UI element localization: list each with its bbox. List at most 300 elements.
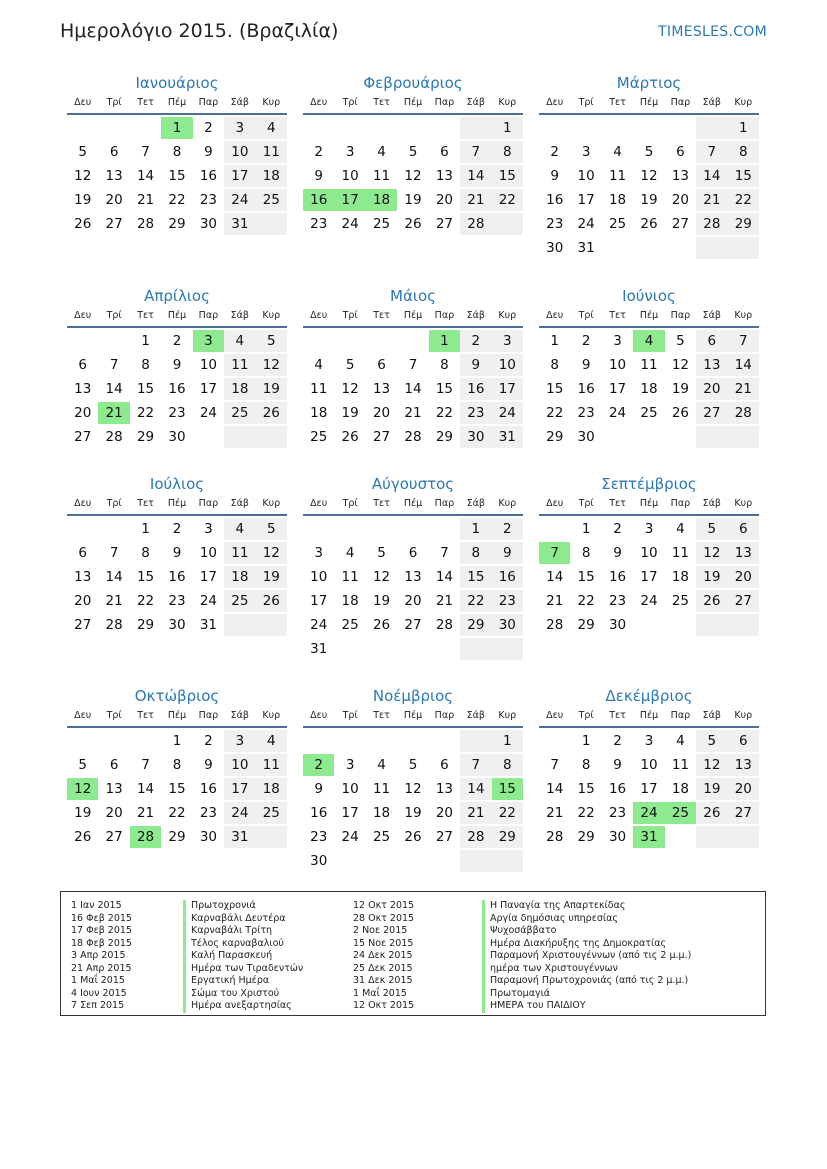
weekday-label: Πέμ: [403, 710, 423, 721]
empty-cell: [334, 638, 365, 660]
day-cell: 8: [581, 545, 591, 561]
day-cell: 14: [728, 354, 759, 376]
day-cell: 4: [676, 521, 685, 537]
weekday-label: Τετ: [609, 97, 626, 108]
day-cell: 30: [199, 829, 218, 845]
day-cell: 14: [460, 165, 491, 187]
day-cell: 29: [136, 617, 155, 633]
day-cell: 5: [696, 518, 727, 540]
empty-cell: [256, 426, 287, 448]
month-9: [539, 473, 759, 638]
weekday-header: [539, 308, 759, 328]
weekday-label: Δευ: [310, 97, 328, 108]
empty-cell: [696, 426, 727, 448]
day-cell: 24: [492, 402, 523, 424]
day-cell: 27: [372, 429, 391, 445]
weekday-label: Τετ: [137, 710, 154, 721]
legend-holiday-name: Ημέρα ανεξαρτησίας: [183, 1000, 303, 1013]
day-cell: 4: [314, 357, 323, 373]
day-cell: 20: [372, 405, 391, 421]
legend-holiday-name: ημέρα των Χριστουγέννων: [482, 963, 691, 976]
empty-cell: [539, 730, 570, 752]
month-name: Μάρτιος: [616, 74, 682, 92]
day-cell: 29: [168, 216, 186, 232]
day-cell: 22: [577, 805, 595, 821]
day-cell: 26: [256, 402, 287, 424]
empty-cell: [256, 826, 287, 848]
legend-holiday-name: Ψυχοσάββατο: [482, 925, 691, 938]
day-cell: 14: [136, 168, 155, 184]
day-grid: [67, 117, 287, 237]
legend-date: 3 Απρ 2015: [71, 950, 126, 961]
day-cell: 26: [372, 617, 391, 633]
day-cell: 1: [172, 733, 182, 749]
day-cell: 24: [224, 802, 255, 824]
day-cell: 27: [671, 216, 690, 232]
day-cell: 2: [460, 330, 491, 352]
day-cell: 10: [224, 141, 255, 163]
day-cell: 3: [204, 521, 213, 537]
day-cell: 26: [696, 802, 727, 824]
day-cell: 3: [644, 733, 654, 749]
weekday-label: Σάβ: [466, 710, 485, 721]
day-cell: 21: [546, 805, 564, 821]
legend-holiday-name: Εργατική Ημέρα: [183, 975, 303, 988]
empty-cell: [492, 213, 523, 235]
day-cell: 12: [404, 168, 422, 184]
month-7: [67, 473, 287, 638]
empty-cell: [728, 826, 759, 848]
day-cell: 28: [546, 829, 564, 845]
day-cell: 18: [671, 781, 690, 797]
weekday-label: Δευ: [546, 310, 564, 321]
weekday-label: Κυρ: [734, 710, 753, 721]
day-cell: 4: [224, 330, 255, 352]
day-cell: 9: [314, 781, 323, 797]
legend-date: 17 Φεβ 2015: [71, 925, 132, 936]
day-cell: 22: [492, 802, 523, 824]
weekday-label: Κυρ: [734, 97, 753, 108]
day-cell: 15: [577, 781, 595, 797]
weekday-label: Τρί: [106, 310, 122, 321]
day-cell: 2: [613, 521, 622, 537]
day-cell: 5: [408, 144, 418, 160]
day-cell: 20: [696, 378, 727, 400]
weekday-label: Παρ: [434, 310, 455, 321]
legend-holiday-name: Ημέρα Διακήρυξης της Δημοκρατίας: [482, 938, 691, 951]
empty-cell: [334, 330, 365, 352]
weekday-label: Σάβ: [702, 310, 721, 321]
day-cell: 19: [696, 566, 727, 588]
empty-cell: [224, 426, 255, 448]
day-cell: 7: [141, 144, 150, 160]
empty-cell: [633, 237, 664, 259]
holiday-day-cell: 17: [334, 189, 365, 211]
month-3: [539, 72, 759, 261]
day-cell: 11: [372, 168, 391, 184]
day-cell: 10: [224, 754, 255, 776]
day-cell: 6: [676, 144, 685, 160]
day-cell: 2: [172, 333, 182, 349]
day-cell: 9: [204, 757, 213, 773]
holiday-day-cell: 21: [98, 402, 129, 424]
legend-date: 2 Νοε 2015: [353, 925, 408, 936]
day-cell: 28: [105, 429, 123, 445]
empty-cell: [602, 117, 633, 139]
empty-cell: [67, 730, 98, 752]
day-cell: 18: [256, 778, 287, 800]
empty-cell: [665, 117, 696, 139]
day-cell: 16: [199, 168, 218, 184]
day-cell: 21: [435, 593, 454, 609]
day-cell: 15: [136, 569, 155, 585]
empty-cell: [98, 330, 129, 352]
day-cell: 13: [404, 569, 422, 585]
weekday-label: Σάβ: [702, 710, 721, 721]
day-cell: 6: [440, 757, 449, 773]
day-cell: 27: [696, 402, 727, 424]
day-cell: 8: [460, 542, 491, 564]
day-cell: 13: [435, 168, 454, 184]
day-cell: 5: [676, 333, 685, 349]
empty-cell: [366, 518, 397, 540]
weekday-label: Παρ: [198, 710, 219, 721]
weekday-header: [303, 708, 523, 728]
month-name: Φεβρουάριος: [363, 74, 463, 92]
day-cell: 26: [404, 829, 422, 845]
month-12: [539, 685, 759, 850]
day-cell: 3: [644, 521, 654, 537]
empty-cell: [539, 518, 570, 540]
day-cell: 21: [728, 378, 759, 400]
weekday-label: Σάβ: [702, 97, 721, 108]
day-cell: 16: [460, 378, 491, 400]
weekday-label: Δευ: [310, 310, 328, 321]
month-name: Ιανουάριος: [135, 74, 219, 92]
weekday-label: Δευ: [74, 310, 92, 321]
empty-cell: [98, 117, 129, 139]
day-cell: 9: [204, 144, 213, 160]
day-cell: 29: [546, 429, 564, 445]
weekday-header: [67, 95, 287, 115]
day-grid: [67, 730, 287, 850]
empty-cell: [728, 614, 759, 636]
day-cell: 14: [546, 569, 564, 585]
day-cell: 22: [728, 189, 759, 211]
day-cell: 15: [136, 381, 155, 397]
day-cell: 19: [341, 405, 359, 421]
weekday-label: Παρ: [198, 310, 219, 321]
day-cell: 31: [492, 426, 523, 448]
day-cell: 12: [696, 754, 727, 776]
holiday-day-cell: 28: [130, 826, 161, 848]
day-cell: 23: [546, 216, 564, 232]
day-cell: 31: [310, 641, 328, 657]
day-cell: 25: [256, 189, 287, 211]
day-cell: 8: [492, 141, 523, 163]
day-cell: 1: [581, 521, 591, 537]
day-cell: 10: [492, 354, 523, 376]
weekday-header: [303, 496, 523, 516]
day-cell: 2: [204, 120, 213, 136]
day-cell: 17: [310, 593, 328, 609]
empty-cell: [460, 117, 491, 139]
day-cell: 25: [224, 402, 255, 424]
day-cell: 23: [310, 829, 328, 845]
day-cell: 6: [728, 730, 759, 752]
day-cell: 18: [372, 805, 391, 821]
day-cell: 21: [460, 802, 491, 824]
day-cell: 25: [256, 802, 287, 824]
holiday-day-cell: 24: [633, 802, 664, 824]
empty-cell: [429, 518, 460, 540]
day-cell: 8: [440, 357, 449, 373]
day-cell: 24: [199, 405, 218, 421]
day-cell: 14: [136, 781, 155, 797]
weekday-label: Παρ: [198, 498, 219, 509]
weekday-label: Παρ: [434, 710, 455, 721]
day-cell: 2: [613, 733, 622, 749]
day-cell: 4: [256, 117, 287, 139]
day-cell: 4: [256, 730, 287, 752]
legend-dates-right: [353, 900, 414, 1013]
day-cell: 7: [696, 141, 727, 163]
day-grid: [67, 518, 287, 638]
day-cell: 27: [404, 617, 422, 633]
weekday-label: Πέμ: [167, 710, 187, 721]
empty-cell: [602, 426, 633, 448]
day-cell: 16: [310, 805, 328, 821]
day-cell: 21: [460, 189, 491, 211]
day-cell: 4: [345, 545, 355, 561]
empty-cell: [728, 237, 759, 259]
day-cell: 30: [199, 216, 218, 232]
month-name: Μάιος: [390, 287, 436, 305]
weekday-label: Τρί: [578, 710, 594, 721]
day-cell: 17: [492, 378, 523, 400]
weekday-label: Σάβ: [230, 710, 249, 721]
empty-cell: [539, 117, 570, 139]
empty-cell: [665, 614, 696, 636]
empty-cell: [696, 237, 727, 259]
day-cell: 31: [224, 826, 255, 848]
day-cell: 7: [728, 330, 759, 352]
weekday-label: Πέμ: [403, 97, 423, 108]
page-title: Ημερολόγιο 2015. (Βραζιλία): [60, 20, 339, 42]
day-cell: 9: [613, 757, 622, 773]
legend-holiday-name: ΗΜΕΡΑ του ΠΑΙΔΙΟΥ: [482, 1000, 691, 1013]
weekday-label: Κυρ: [262, 710, 281, 721]
day-cell: 8: [172, 144, 182, 160]
weekday-label: Παρ: [670, 498, 691, 509]
weekday-label: Δευ: [310, 710, 328, 721]
weekday-label: Τρί: [106, 97, 122, 108]
weekday-label: Παρ: [434, 498, 455, 509]
day-cell: 12: [74, 168, 92, 184]
day-grid: [539, 518, 759, 638]
weekday-label: Σάβ: [466, 97, 485, 108]
weekday-label: Τετ: [373, 710, 390, 721]
day-cell: 19: [74, 192, 92, 208]
day-cell: 25: [310, 429, 328, 445]
weekday-header: [539, 708, 759, 728]
day-cell: 21: [136, 192, 155, 208]
day-cell: 15: [460, 566, 491, 588]
day-cell: 8: [141, 545, 150, 561]
weekday-label: Δευ: [546, 97, 564, 108]
weekday-label: Πέμ: [403, 498, 423, 509]
day-cell: 24: [608, 405, 627, 421]
legend-date: 1 Ιαν 2015: [71, 900, 122, 911]
weekday-label: Σάβ: [230, 498, 249, 509]
legend-date: 18 Φεβ 2015: [71, 937, 132, 949]
day-cell: 19: [671, 381, 690, 397]
day-cell: 22: [136, 593, 155, 609]
day-cell: 11: [640, 357, 658, 373]
day-cell: 13: [105, 168, 123, 184]
day-cell: 1: [550, 333, 559, 349]
day-cell: 18: [224, 378, 255, 400]
day-cell: 8: [141, 357, 150, 373]
day-cell: 24: [577, 216, 595, 232]
legend-date: 15 Νοε 2015: [353, 937, 414, 949]
day-cell: 17: [224, 165, 255, 187]
brand-link[interactable]: TIMESLES.COM: [658, 24, 767, 40]
month-name: Ιούλιος: [149, 475, 205, 493]
day-cell: 29: [492, 826, 523, 848]
day-cell: 14: [105, 381, 123, 397]
weekday-label: Σάβ: [702, 498, 721, 509]
day-cell: 8: [581, 757, 591, 773]
day-cell: 28: [460, 213, 491, 235]
day-cell: 23: [199, 805, 218, 821]
empty-cell: [303, 730, 334, 752]
weekday-label: Κυρ: [498, 498, 517, 509]
day-cell: 6: [408, 545, 418, 561]
day-cell: 17: [640, 781, 658, 797]
day-cell: 13: [696, 354, 727, 376]
day-cell: 22: [168, 192, 186, 208]
day-cell: 25: [341, 617, 359, 633]
day-cell: 22: [546, 405, 564, 421]
weekday-label: Τετ: [609, 310, 626, 321]
day-cell: 11: [224, 354, 255, 376]
day-cell: 2: [581, 333, 591, 349]
day-cell: 12: [640, 168, 658, 184]
weekday-header: [67, 496, 287, 516]
day-cell: 11: [671, 545, 690, 561]
day-cell: 13: [372, 381, 391, 397]
empty-cell: [303, 117, 334, 139]
day-cell: 14: [105, 569, 123, 585]
month-1: [67, 72, 287, 237]
day-cell: 27: [728, 802, 759, 824]
day-cell: 28: [105, 617, 123, 633]
day-cell: 10: [341, 781, 359, 797]
day-cell: 30: [310, 853, 328, 869]
day-cell: 28: [460, 826, 491, 848]
day-cell: 20: [74, 405, 92, 421]
day-cell: 29: [728, 213, 759, 235]
day-cell: 16: [546, 192, 564, 208]
day-cell: 16: [199, 781, 218, 797]
day-cell: 6: [696, 330, 727, 352]
empty-cell: [696, 117, 727, 139]
day-cell: 22: [492, 189, 523, 211]
day-cell: 8: [550, 357, 559, 373]
day-cell: 21: [404, 405, 422, 421]
holiday-day-cell: 15: [492, 778, 523, 800]
day-cell: 12: [696, 542, 727, 564]
empty-cell: [665, 826, 696, 848]
weekday-label: Κυρ: [734, 310, 753, 321]
holiday-day-cell: 2: [303, 754, 334, 776]
day-cell: 21: [136, 805, 155, 821]
day-cell: 7: [109, 357, 119, 373]
day-cell: 9: [581, 357, 591, 373]
day-cell: 24: [224, 189, 255, 211]
day-cell: 16: [608, 569, 627, 585]
day-cell: 6: [728, 518, 759, 540]
day-cell: 12: [372, 569, 391, 585]
day-cell: 5: [78, 144, 87, 160]
day-cell: 6: [109, 144, 119, 160]
day-cell: 28: [546, 617, 564, 633]
day-cell: 27: [105, 216, 123, 232]
legend-date: 31 Δεκ 2015: [353, 975, 413, 986]
day-cell: 7: [109, 545, 119, 561]
weekday-label: Σάβ: [466, 498, 485, 509]
day-cell: 27: [105, 829, 123, 845]
day-cell: 18: [256, 165, 287, 187]
holiday-day-cell: 1: [161, 117, 192, 139]
day-cell: 20: [105, 192, 123, 208]
day-cell: 30: [546, 240, 564, 256]
empty-cell: [366, 330, 397, 352]
empty-cell: [728, 426, 759, 448]
day-cell: 11: [372, 781, 391, 797]
day-cell: 11: [671, 757, 690, 773]
day-cell: 19: [404, 805, 422, 821]
legend-holiday-name: Σώμα του Χριστού: [183, 988, 303, 1001]
day-cell: 3: [345, 757, 355, 773]
day-cell: 3: [581, 144, 591, 160]
legend-names-right: [482, 900, 691, 1013]
weekday-label: Κυρ: [262, 97, 281, 108]
weekday-label: Παρ: [670, 310, 691, 321]
empty-cell: [67, 117, 98, 139]
weekday-label: Τετ: [609, 498, 626, 509]
weekday-label: Δευ: [74, 710, 92, 721]
day-cell: 20: [671, 192, 690, 208]
legend-holiday-name: Πρωτομαγιά: [482, 988, 691, 1001]
legend-holiday-name: Τέλος καρναβαλιού: [183, 938, 303, 951]
day-cell: 6: [78, 357, 87, 373]
day-cell: 4: [224, 518, 255, 540]
legend-holiday-name: Η Παναγία της Απαρτεκίδας: [482, 900, 691, 913]
day-cell: 14: [696, 165, 727, 187]
day-cell: 26: [404, 216, 422, 232]
day-cell: 20: [74, 593, 92, 609]
day-grid: [303, 730, 523, 874]
weekday-label: Τρί: [578, 97, 594, 108]
empty-cell: [492, 638, 523, 660]
empty-cell: [492, 850, 523, 872]
day-cell: 23: [608, 805, 627, 821]
day-cell: 29: [577, 829, 595, 845]
holiday-day-cell: 4: [633, 330, 664, 352]
holiday-day-cell: 12: [67, 778, 98, 800]
